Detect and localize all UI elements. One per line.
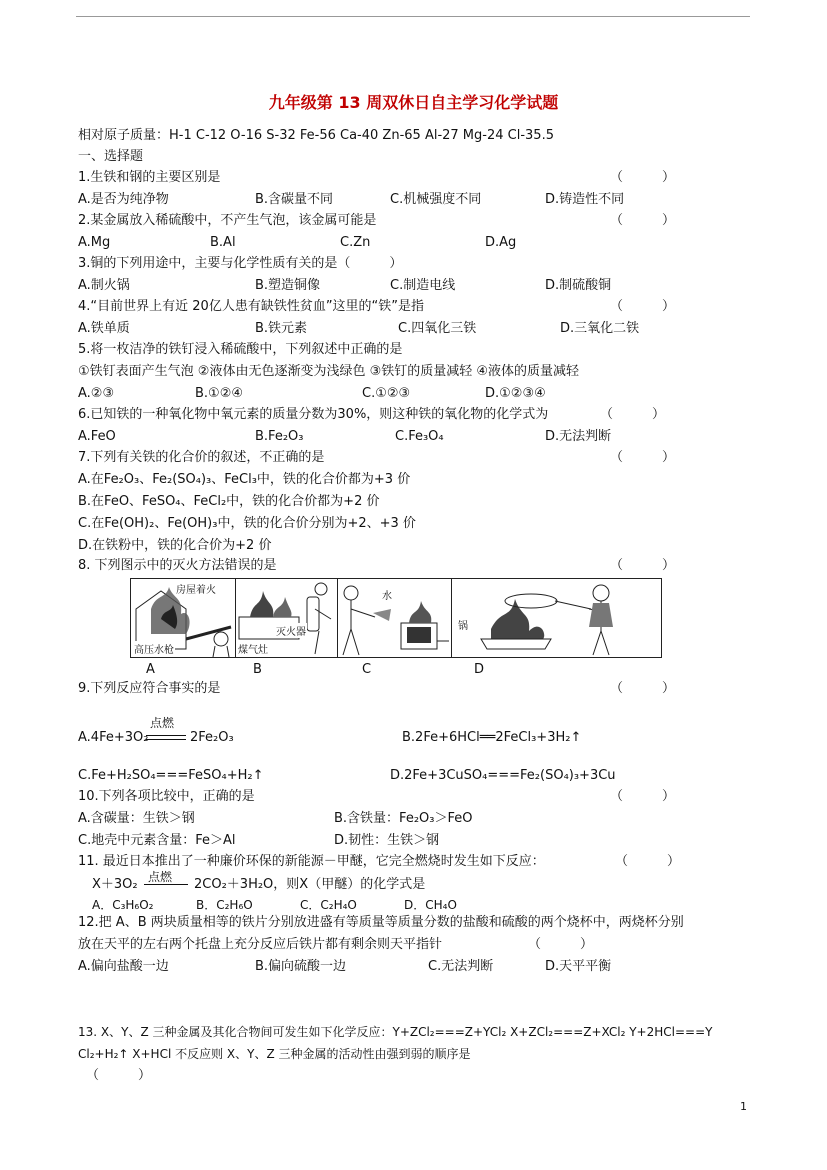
q7-option-b[interactable]: B.在FeO、FeSO₄、FeCl₂中，铁的化合价都为+2 价 — [78, 494, 380, 509]
q1-answer-blank[interactable]: （ ） — [610, 170, 676, 185]
q1-stem: 1.生铁和钢的主要区别是 — [78, 170, 221, 185]
q9-condition-ignite: 点燃 — [150, 716, 175, 730]
q10-option-d[interactable]: D.韧性：生铁＞钢 — [334, 833, 440, 848]
q6-option-b[interactable]: B.Fe₂O₃ — [255, 429, 304, 444]
q11-condition-ignite: 点燃 — [148, 870, 173, 884]
q5-statements: ①铁钉表面产生气泡 ②液体由无色逐渐变为浅绿色 ③铁钉的质量减轻 ④液体的质量减轻 — [78, 364, 580, 379]
electrical-fire-water-illustration — [337, 579, 451, 657]
q8-answer-blank[interactable]: （ ） — [610, 558, 676, 573]
q2-stem: 2.某金属放入稀硫酸中，不产生气泡，该金属可能是 — [78, 213, 377, 228]
header-rule — [76, 16, 750, 17]
q1-option-c[interactable]: C.机械强度不同 — [390, 192, 482, 207]
q4-stem: 4.“目前世界上有近 20亿人患有缺铁性贫血”这里的“铁”是指 — [78, 299, 425, 314]
q6-option-a[interactable]: A.FeO — [78, 429, 116, 444]
pan-fire-lid-illustration — [451, 579, 661, 657]
q4-option-d[interactable]: D.三氧化二铁 — [560, 321, 640, 336]
label-water-cannon: 高压水枪 — [133, 641, 175, 656]
q2-option-a[interactable]: A.Mg — [78, 235, 111, 250]
figure-panel-d — [451, 579, 661, 657]
q9-equals-top — [146, 735, 186, 736]
q1-option-d[interactable]: D.铸造性不同 — [545, 192, 625, 207]
q1-option-b[interactable]: B.含碳量不同 — [255, 192, 334, 207]
q6-option-d[interactable]: D.无法判断 — [545, 429, 612, 444]
q9-option-d[interactable]: D.2Fe+3CuSO₄===Fe₂(SO₄)₃+3Cu — [390, 768, 616, 783]
q12-option-b[interactable]: B.偏向硫酸一边 — [255, 959, 347, 974]
figure-panel-c — [337, 579, 452, 657]
q13-stem-line1: 13. X、Y、Z 三种金属及其化合物间可发生如下化学反应：Y+ZCl₂===Z+YCl₂ X+ZCl₂===Z+XCl₂ Y+2HCl===Y — [78, 1025, 713, 1039]
label-pan: 锅 — [457, 617, 469, 632]
page-title: 九年级第 13 周双休日自主学习化学试题 — [268, 93, 559, 112]
q11-equation-left: X＋3O₂ — [92, 877, 138, 892]
q12-stem-line2: 放在天平的左右两个托盘上充分反应后铁片都有剩余则天平指针 — [78, 937, 443, 952]
q8-option-b[interactable]: B — [253, 662, 262, 677]
q10-option-c[interactable]: C.地壳中元素含量：Fe＞Al — [78, 833, 236, 848]
q5-option-b[interactable]: B.①②④ — [195, 386, 244, 401]
q9-stem: 9.下列反应符合事实的是 — [78, 681, 221, 696]
q3-stem: 3.铜的下列用途中，主要与化学性质有关的是（ ） — [78, 256, 403, 271]
q9-option-a-product: 2Fe₂O₃ — [190, 730, 234, 745]
q11-answer-blank[interactable]: （ ） — [615, 854, 681, 869]
q3-option-a[interactable]: A.制火锅 — [78, 278, 130, 293]
q12-option-d[interactable]: D.天平平衡 — [545, 959, 612, 974]
q11-equation-right: 2CO₂＋3H₂O，则X（甲醚）的化学式是 — [194, 877, 426, 892]
q13-stem-line2: Cl₂+H₂↑ X+HCl 不反应则 X、Y、Z 三种金属的活动性由强到弱的顺序是 — [78, 1047, 471, 1061]
q4-answer-blank[interactable]: （ ） — [610, 299, 676, 314]
q5-stem: 5.将一枚洁净的铁钉浸入稀硫酸中，下列叙述中正确的是 — [78, 342, 403, 357]
label-extinguisher: 灭火器 — [275, 623, 307, 638]
atomic-masses: 相对原子质量：H-1 C-12 O-16 S-32 Fe-56 Ca-40 Zn-65 Al-27 Mg-24 Cl-35.5 — [78, 128, 554, 143]
q2-option-b[interactable]: B.Al — [210, 235, 236, 250]
q2-answer-blank[interactable]: （ ） — [610, 213, 676, 228]
q8-option-d[interactable]: D — [474, 662, 485, 677]
q6-option-c[interactable]: C.Fe₃O₄ — [395, 429, 444, 444]
label-water: 水 — [381, 587, 393, 602]
label-house-fire: 房屋着火 — [175, 581, 217, 596]
q1-option-a[interactable]: A.是否为纯净物 — [78, 192, 169, 207]
q3-option-d[interactable]: D.制硫酸铜 — [545, 278, 612, 293]
page-number: 1 — [740, 1100, 747, 1113]
q4-option-b[interactable]: B.铁元素 — [255, 321, 308, 336]
figure-panel-b — [235, 579, 338, 657]
q11-stem: 11. 最近日本推出了一种廉价环保的新能源－甲醚，它完全燃烧时发生如下反应： — [78, 854, 545, 869]
q7-option-c[interactable]: C.在Fe(OH)₂、Fe(OH)₃中，铁的化合价分别为+2、+3 价 — [78, 516, 416, 531]
q5-option-a[interactable]: A.②③ — [78, 386, 115, 401]
q12-option-c[interactable]: C.无法判断 — [428, 959, 494, 974]
q6-stem: 6.已知铁的一种氧化物中氧元素的质量分数为30%，则这种铁的氧化物的化学式为 — [78, 407, 549, 422]
q12-answer-blank[interactable]: （ ） — [528, 937, 594, 952]
q9-option-b[interactable]: B.2Fe+6HCl══2FeCl₃+3H₂↑ — [402, 730, 582, 745]
q11-equals-line — [144, 884, 188, 885]
q13-answer-blank[interactable]: （ ） — [86, 1068, 152, 1083]
q9-option-a[interactable]: A.4Fe+3O₂ — [78, 730, 149, 745]
label-gas-stove: 煤气灶 — [237, 641, 269, 656]
q11-option-d[interactable]: D．CH₄O — [404, 898, 457, 912]
fire-extinguishing-figure — [130, 578, 662, 658]
q7-option-d[interactable]: D.在铁粉中，铁的化合价为+2 价 — [78, 538, 272, 553]
q10-option-b[interactable]: B.含铁量：Fe₂O₃＞FeO — [334, 811, 473, 826]
q8-stem: 8. 下列图示中的灭火方法错误的是 — [78, 558, 277, 573]
q8-option-a[interactable]: A — [146, 662, 155, 677]
q7-option-a[interactable]: A.在Fe₂O₃、Fe₂(SO₄)₃、FeCl₃中，铁的化合价都为+3 价 — [78, 472, 411, 487]
section-heading: 一、选择题 — [78, 149, 144, 164]
q2-option-d[interactable]: D.Ag — [485, 235, 517, 250]
q7-answer-blank[interactable]: （ ） — [610, 450, 676, 465]
q9-answer-blank[interactable]: （ ） — [610, 681, 676, 696]
q9-option-c[interactable]: C.Fe+H₂SO₄===FeSO₄+H₂↑ — [78, 768, 264, 783]
q11-option-b[interactable]: B．C₂H₆O — [196, 898, 253, 912]
q4-option-c[interactable]: C.四氧化三铁 — [398, 321, 477, 336]
q12-option-a[interactable]: A.偏向盐酸一边 — [78, 959, 169, 974]
q4-option-a[interactable]: A.铁单质 — [78, 321, 130, 336]
q3-option-b[interactable]: B.塑造铜像 — [255, 278, 321, 293]
q10-option-a[interactable]: A.含碳量：生铁＞钢 — [78, 811, 195, 826]
q5-option-d[interactable]: D.①②③④ — [485, 386, 546, 401]
q3-option-c[interactable]: C.制造电线 — [390, 278, 456, 293]
q11-option-c[interactable]: C．C₂H₄O — [300, 898, 357, 912]
q12-stem-line1: 12.把 A、B 两块质量相等的铁片分别放进盛有等质量等质量分数的盐酸和硫酸的两个烧杯中，两烧杯分别 — [78, 915, 684, 930]
q9-equals-bottom — [146, 739, 186, 740]
q5-option-c[interactable]: C.①②③ — [362, 386, 411, 401]
q11-option-a[interactable]: A．C₃H₆O₂ — [92, 898, 154, 912]
q6-answer-blank[interactable]: （ ） — [600, 407, 666, 422]
figure-panel-a — [131, 579, 236, 657]
q2-option-c[interactable]: C.Zn — [340, 235, 371, 250]
q10-stem: 10.下列各项比较中，正确的是 — [78, 789, 255, 804]
q8-option-c[interactable]: C — [362, 662, 372, 677]
q7-stem: 7.下列有关铁的化合价的叙述，不正确的是 — [78, 450, 325, 465]
q10-answer-blank[interactable]: （ ） — [610, 789, 676, 804]
